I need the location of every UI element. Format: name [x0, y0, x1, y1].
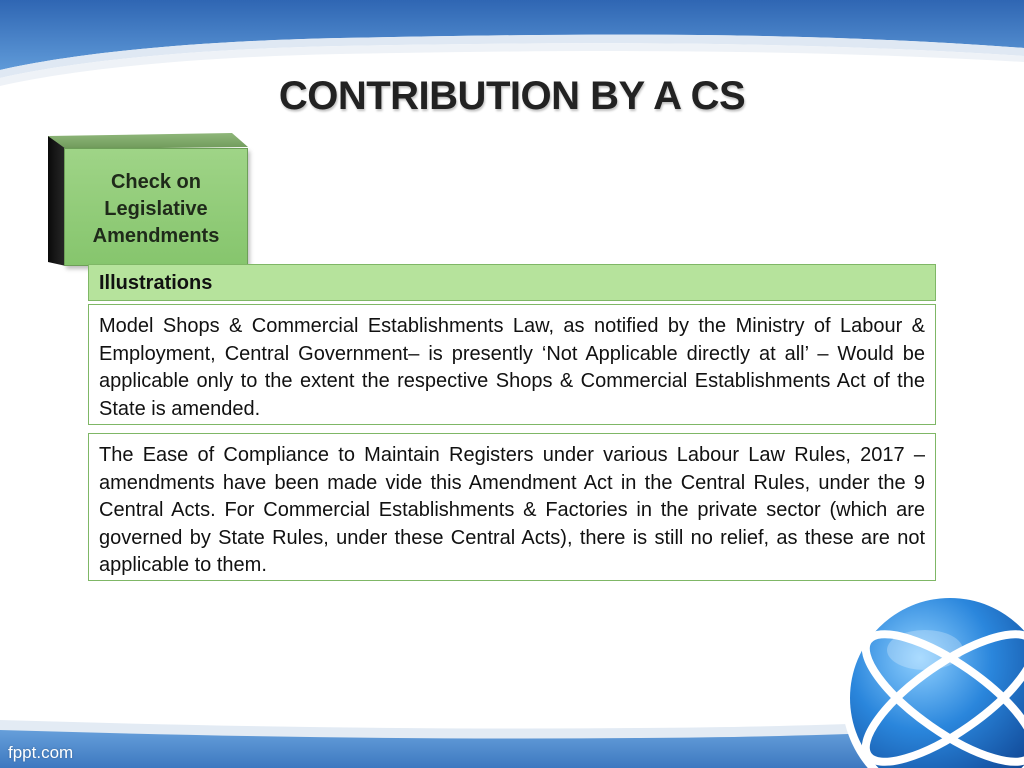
illustrations-header: Illustrations: [88, 264, 936, 301]
footer-watermark: fppt.com: [8, 743, 74, 762]
slide-title: CONTRIBUTION BY A CS: [278, 74, 746, 118]
topic-block-label: Check on Legislative Amendments: [92, 170, 220, 247]
topic-block: [64, 148, 248, 266]
globe-icon: [830, 580, 1024, 768]
illustration-paragraph-1: Model Shops & Commercial Establishments Law, as notified by the Ministry of Labour & Employment, Central Government– is presently ‘Not Applicable directly at all’ – Would be applicable only to the extent the respective Shops & Commercial Establishments Act of the State is amended.: [88, 304, 936, 425]
block-top-face: [48, 133, 248, 149]
illustration-paragraph-2: The Ease of Compliance to Maintain Registers under various Labour Law Rules, 2017 – amendments have been made vide this Amendment Act in the Central Rules, under the 9 Central Acts. For Commercial Establishments & Factories in the private sector (which are governed by State Rules, under these Central Acts), there is still no relief, as these are not applicable to them.: [88, 433, 936, 581]
